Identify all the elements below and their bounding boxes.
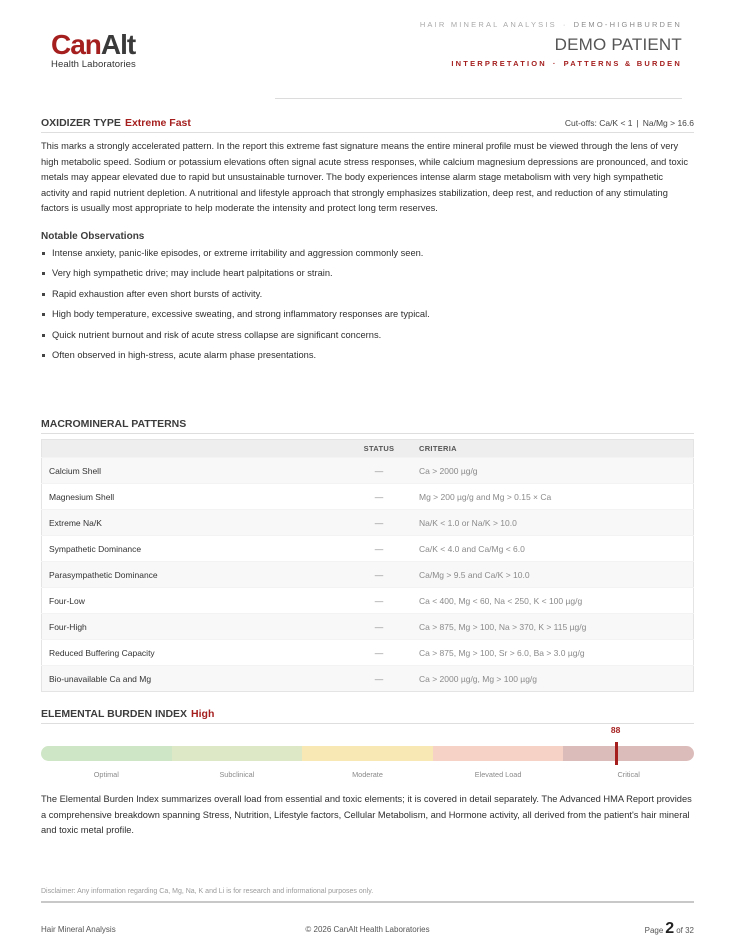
pattern-criteria: Ca > 875, Mg > 100, Na > 370, K > 115 µg/g <box>412 614 694 640</box>
page-current: 2 <box>665 920 675 937</box>
observation-text: High body temperature, excessive sweating, and strong inflammatory responses are typical. <box>52 309 430 319</box>
pattern-status: — <box>346 666 412 692</box>
pattern-status: — <box>346 640 412 666</box>
burden-description: The Elemental Burden Index summarizes overall load from essential and toxic elements; it is covered in detail separately. The Advanced HMA Report provides a comprehensive breakdown spanning Stress, Nutrition, Lifestyle factors, Cellular Metabolism, and Hormone activity, all derived from the patient's hair mineral and toxic metal profile. <box>41 794 692 835</box>
burden-title-label: ELEMENTAL BURDEN INDEX <box>41 708 188 720</box>
column-header-criteria: CRITERIA <box>412 440 694 458</box>
burden-segment <box>563 746 694 761</box>
pattern-status: — <box>346 614 412 640</box>
pattern-name: Four-Low <box>42 588 347 614</box>
table-row <box>42 458 694 484</box>
burden-gauge <box>41 725 694 792</box>
disclaimer: Disclaimer: Any information regarding Ca, Mg, Na, K and Li is for research and informational purposes only. <box>41 888 374 895</box>
pattern-status: — <box>346 588 412 614</box>
oxidizer-title <box>41 117 191 129</box>
burden-section <box>41 708 694 839</box>
cutoff-na-mg: Na/Mg > 16.6 <box>642 118 694 128</box>
burden-scale-label: Subclinical <box>219 770 255 779</box>
bullet-icon <box>42 334 45 337</box>
logo-brand-can: Can <box>51 29 101 60</box>
pattern-status: — <box>346 458 412 484</box>
table-row <box>42 510 694 536</box>
observation-text: Intense anxiety, panic-like episodes, or extreme irritability and aggression commonly seen. <box>52 247 424 258</box>
report-subtitle <box>420 59 682 68</box>
pattern-name: Extreme Na/K <box>42 510 347 536</box>
bullet-icon <box>42 354 45 357</box>
subtitle-separator: · <box>552 59 558 68</box>
observation-text: Often observed in high-stress, acute alarm phase presentations. <box>52 350 317 360</box>
observation-item <box>41 268 694 289</box>
observation-item <box>41 289 694 310</box>
observation-item <box>41 248 694 269</box>
table-row <box>42 614 694 640</box>
pattern-name: Four-High <box>42 614 347 640</box>
subtitle-patterns: PATTERNS & BURDEN <box>563 59 682 68</box>
burden-segment <box>172 746 303 761</box>
header-separator: · <box>562 20 568 29</box>
observations-list <box>41 248 694 371</box>
pattern-name: Parasympathetic Dominance <box>42 562 347 588</box>
bullet-icon <box>42 313 45 316</box>
cutoff-ca-k: Cut-offs: Ca/K < 1 <box>564 118 633 128</box>
pattern-criteria: Ca/K < 4.0 and Ca/Mg < 6.0 <box>412 536 694 562</box>
macromineral-table-body <box>42 458 694 692</box>
column-header-status: STATUS <box>346 440 412 458</box>
pattern-name: Sympathetic Dominance <box>42 536 347 562</box>
pattern-name: Calcium Shell <box>42 458 347 484</box>
burden-level: High <box>191 708 215 720</box>
pattern-name: Magnesium Shell <box>42 484 347 510</box>
footer-copyright: © 2026 CanAlt Health Laboratories <box>305 924 430 934</box>
pattern-status: — <box>346 562 412 588</box>
observation-text: Rapid exhaustion after even short bursts of activity. <box>52 288 263 299</box>
header-divider <box>275 98 682 99</box>
pattern-criteria: Ca/Mg > 9.5 and Ca/K > 10.0 <box>412 562 694 588</box>
burden-segment <box>41 746 172 761</box>
logo-brand-alt: Alt <box>100 29 136 60</box>
table-row <box>42 536 694 562</box>
patient-name: DEMO PATIENT <box>554 35 682 54</box>
macromineral-header <box>41 418 694 434</box>
bullet-icon <box>42 252 45 255</box>
pattern-status: — <box>346 484 412 510</box>
pattern-criteria: Ca > 2000 µg/g <box>412 458 694 484</box>
macromineral-title: MACROMINERAL PATTERNS <box>41 418 187 430</box>
pattern-status: — <box>346 510 412 536</box>
report-type: HAIR MINERAL ANALYSIS <box>419 20 557 29</box>
footer-divider <box>41 901 694 903</box>
page-footer <box>41 920 694 938</box>
pattern-criteria: Na/K < 1.0 or Na/K > 10.0 <box>412 510 694 536</box>
observation-text: Quick nutrient burnout and risk of acute stress collapse are significant concerns. <box>52 329 382 340</box>
macromineral-section <box>41 418 694 692</box>
bullet-icon <box>42 272 45 275</box>
pattern-criteria: Ca > 2000 µg/g, Mg > 100 µg/g <box>412 666 694 692</box>
footer-report-name: Hair Mineral Analysis <box>41 924 116 934</box>
page-label: Page <box>644 926 664 935</box>
burden-scale-label: Moderate <box>352 770 383 779</box>
pattern-criteria: Mg > 200 µg/g and Mg > 0.15 × Ca <box>412 484 694 510</box>
burden-scale-label: Critical <box>617 770 640 779</box>
subtitle-interpretation: INTERPRETATION <box>451 59 547 68</box>
macromineral-table <box>41 439 694 692</box>
oxidizer-type-value: Extreme Fast <box>124 117 191 129</box>
table-row <box>42 562 694 588</box>
oxidizer-description: This marks a strongly accelerated pattern. In the report this extreme fast signature means the entire mineral profile must be viewed through the lens of very high metabolic speed. Sodium or potassium elevations often signal acute stress responses, while calcium magnesium depressions are pronounced, and toxic metals may appear elevated due to rapid but unsustainable turnover. The body experiences intense alarm stage metabolism with very high sympathetic activity and rapid nutrient depletion. A nutritional and lifestyle approach that strongly emphasizes stabilization, deep rest, and reduction of any stimulating factors is usually most appropriate to help moderate the intensity and protect long term reserves. <box>41 141 689 213</box>
report-type-line <box>420 20 682 29</box>
burden-segment <box>433 746 564 761</box>
report-header <box>420 20 682 68</box>
report-code: DEMO-HIGHBURDEN <box>573 20 682 29</box>
observations-heading: Notable Observations <box>41 230 145 242</box>
page-total: of 32 <box>676 926 694 935</box>
observation-item <box>41 330 694 351</box>
observation-item <box>41 350 694 371</box>
observation-text: Very high sympathetic drive; may include heart palpitations or strain. <box>52 268 333 278</box>
bullet-icon <box>42 293 45 296</box>
burden-scale-label: Elevated Load <box>474 770 522 779</box>
oxidizer-title-label: OXIDIZER TYPE <box>41 117 121 129</box>
oxidizer-section <box>41 117 694 371</box>
observation-item <box>41 309 694 330</box>
burden-scale-labels <box>41 770 694 779</box>
burden-title <box>41 708 214 720</box>
burden-value: 88 <box>610 725 621 735</box>
table-row <box>42 640 694 666</box>
burden-marker <box>615 742 618 765</box>
burden-bar <box>41 746 694 761</box>
pattern-criteria: Ca > 875, Mg > 100, Sr > 6.0, Ba > 3.0 µg/g <box>412 640 694 666</box>
table-row <box>42 666 694 692</box>
oxidizer-cutoffs <box>565 118 694 128</box>
table-row <box>42 484 694 510</box>
burden-header <box>41 708 694 724</box>
company-logo <box>51 30 136 70</box>
logo-subtitle: Health Laboratories <box>51 59 136 70</box>
cutoff-separator: | <box>636 118 639 128</box>
pattern-name: Bio-unavailable Ca and Mg <box>42 666 347 692</box>
pattern-name: Reduced Buffering Capacity <box>42 640 347 666</box>
table-header-row <box>42 440 694 458</box>
pattern-criteria: Ca < 400, Mg < 60, Na < 250, K < 100 µg/g <box>412 588 694 614</box>
burden-segment <box>302 746 433 761</box>
burden-scale-label: Optimal <box>93 770 119 779</box>
oxidizer-header <box>41 117 694 133</box>
column-header-name <box>42 440 347 458</box>
pattern-status: — <box>346 536 412 562</box>
table-row <box>42 588 694 614</box>
